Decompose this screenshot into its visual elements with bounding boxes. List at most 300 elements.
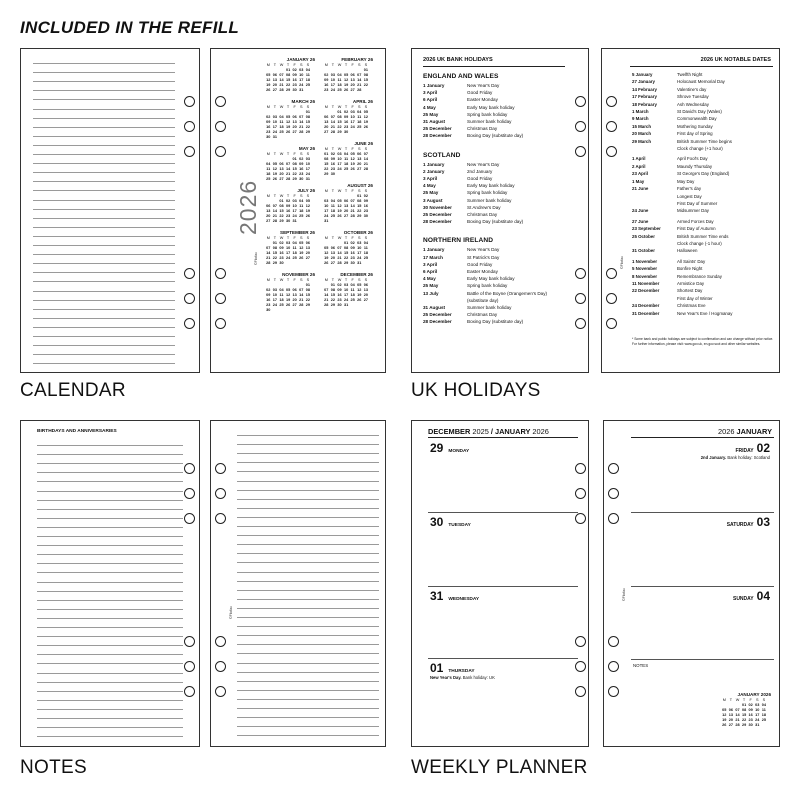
day-number: 24 <box>337 167 342 171</box>
ruled-line <box>237 544 379 545</box>
day-number: 03 <box>299 68 304 72</box>
day-number: 06 <box>350 73 355 77</box>
day-number: 30 <box>748 723 753 727</box>
day-number: 18 <box>337 83 342 87</box>
ruled-line <box>37 600 183 601</box>
day-number: 21 <box>363 162 368 166</box>
day-name: SUNDAY <box>732 596 754 602</box>
binder-hole <box>215 318 226 329</box>
notable-date: 22 December <box>632 288 660 294</box>
day-number: 11 <box>279 120 284 124</box>
day-number: 11 <box>305 73 310 77</box>
weekday-label: S <box>299 105 303 109</box>
ruled-line <box>37 700 183 701</box>
holiday-name: Summer bank holiday <box>467 197 512 203</box>
holiday-row <box>423 118 573 125</box>
day-block <box>430 661 580 680</box>
day-number: 14 <box>299 293 304 297</box>
day-number: 19 <box>299 251 304 255</box>
day-number: 15 <box>357 204 362 208</box>
ruled-line <box>237 590 379 591</box>
day-number: 30 <box>299 177 304 181</box>
holiday-date: 3 April <box>423 90 438 96</box>
weekday-label: S <box>357 278 361 282</box>
day-number: 12 <box>363 115 368 119</box>
day-number: 29 <box>324 172 329 176</box>
day-number: 12 <box>266 78 271 82</box>
notable-date <box>632 145 677 152</box>
binder-hole <box>184 488 195 499</box>
holiday-row <box>423 246 573 253</box>
ruled-line <box>37 509 183 510</box>
ruled-line <box>237 581 379 582</box>
day-number: 19 <box>343 83 349 87</box>
notable-date: 20 March <box>632 131 652 137</box>
day-number: 24 <box>292 214 297 218</box>
binder-hole <box>608 661 619 672</box>
holiday-date: 25 May <box>423 111 439 117</box>
calendar-month <box>265 99 315 140</box>
day-note <box>430 675 580 680</box>
day-number: 07 <box>357 73 362 77</box>
holiday-row <box>423 175 573 182</box>
day-number: 28 <box>357 88 362 92</box>
notable-name: Commonwealth Day <box>677 116 717 122</box>
notable-row <box>632 145 777 152</box>
weekday-label: S <box>357 105 361 109</box>
day-number: 07 <box>285 162 291 166</box>
binder-hole <box>575 488 586 499</box>
day-header <box>430 589 580 603</box>
ruled-line <box>33 354 175 355</box>
ruled-line <box>237 535 379 536</box>
year-2026: 2026 <box>718 427 735 436</box>
holiday-name: Easter Monday <box>467 97 498 103</box>
day-number: 02 <box>285 199 291 203</box>
holiday-row <box>423 104 573 111</box>
ruled-line <box>33 200 175 201</box>
holiday-section <box>423 152 573 226</box>
day-number: 24 <box>324 214 329 218</box>
day-number: 15 <box>305 120 310 124</box>
notable-row <box>632 108 777 115</box>
day-number: 17 <box>337 162 342 166</box>
day-number: 25 <box>357 125 362 129</box>
weekday-label: S <box>357 189 361 193</box>
notable-date: 24 June <box>632 208 649 214</box>
weekday-label: T <box>344 189 348 193</box>
day-number: 26 <box>285 303 291 307</box>
notable-name: First day of Winter <box>677 295 713 301</box>
day-number: 25 <box>292 256 297 260</box>
day-number: 08 <box>741 708 747 712</box>
day-number: 27 <box>266 219 271 223</box>
day-grid <box>265 110 315 140</box>
ruled-line <box>33 291 175 292</box>
weekday-label: W <box>337 236 342 240</box>
holiday-name: Christmas Day <box>467 212 498 218</box>
day-number: 02 <box>299 157 304 161</box>
day-block <box>630 441 770 460</box>
day-number: 30 <box>266 308 271 312</box>
ruled-line <box>237 653 379 654</box>
ruled-line <box>33 209 175 210</box>
day-divider <box>631 512 774 513</box>
binder-hole <box>606 293 617 304</box>
notable-name: First Day of Summer <box>677 200 718 206</box>
day-number: 18 <box>279 125 284 129</box>
weekday-label: T <box>286 278 290 282</box>
day-number: 21 <box>279 83 284 87</box>
weekday-label: M <box>266 236 270 240</box>
day-header <box>630 441 770 455</box>
ruled-line <box>237 517 379 518</box>
notable-row <box>632 225 777 232</box>
day-divider <box>428 586 578 587</box>
notable-dates-footnote: * Some bank and public holidays are subject to confirmation and can change without prior notice. For further information, please visit: www.gov.uk, en.gov.scot and other similar websites. <box>632 337 774 346</box>
weekday-label: S <box>357 147 361 151</box>
day-number: 22 <box>305 125 310 129</box>
day-number: 23 <box>343 125 349 129</box>
binder-hole <box>184 636 195 647</box>
day-number: 07 <box>299 288 304 292</box>
day-number: 11 <box>344 157 349 161</box>
notable-date: 27 June <box>632 218 649 224</box>
day-number: 29 <box>430 441 444 455</box>
ruled-line <box>237 617 379 618</box>
day-number: 24 <box>272 130 277 134</box>
ruled-line <box>37 727 183 728</box>
weekday-label: T <box>273 236 277 240</box>
ruled-line <box>37 691 183 692</box>
day-number: 20 <box>330 256 335 260</box>
day-header <box>430 515 580 529</box>
day-number: 20 <box>343 209 349 213</box>
ruled-line <box>237 562 379 563</box>
day-number: 21 <box>330 125 335 129</box>
day-number: 23 <box>363 209 368 213</box>
binder-hole <box>184 661 195 672</box>
notable-date: 1 April <box>632 156 646 162</box>
binder-hole <box>575 96 586 107</box>
notable-name: Holocaust Memorial Day <box>677 79 725 85</box>
day-number: 23 <box>350 256 355 260</box>
notable-name: First Day of Autumn <box>677 226 716 232</box>
notable-row <box>632 265 777 272</box>
day-number: 13 <box>728 713 733 717</box>
day-number: 11 <box>357 115 362 119</box>
notable-date: 23 September <box>632 226 661 232</box>
day-number: 18 <box>266 172 271 176</box>
ruled-line <box>237 708 379 709</box>
day-number: 22 <box>272 256 277 260</box>
day-number: 11 <box>337 78 342 82</box>
notable-name: April Fool's Day <box>677 156 708 162</box>
notable-date <box>632 200 677 207</box>
ruled-line <box>37 673 183 674</box>
day-number: 30 <box>279 261 284 265</box>
day-number: 22 <box>279 214 284 218</box>
day-number: 10 <box>292 204 297 208</box>
day-number: 26 <box>722 723 727 727</box>
notable-name: Remembrance Sunday <box>677 273 722 279</box>
day-number: 12 <box>343 78 349 82</box>
ruled-line <box>237 490 379 491</box>
day-number: 26 <box>272 177 277 181</box>
day-number: 14 <box>735 713 740 717</box>
day-number: 16 <box>748 713 753 717</box>
day-block <box>630 589 770 603</box>
day-number: 01 <box>305 283 310 287</box>
weekday-label: S <box>357 63 361 67</box>
notable-row <box>632 155 777 162</box>
holiday-row <box>423 125 573 132</box>
day-number: 10 <box>285 246 291 250</box>
day-number: 27 <box>292 303 297 307</box>
notable-name: Shrove Tuesday <box>677 94 709 100</box>
weekday-label: F <box>351 278 354 282</box>
day-number: 06 <box>305 241 310 245</box>
ruled-line <box>37 718 183 719</box>
day-number: 21 <box>299 125 304 129</box>
binder-hole <box>215 96 226 107</box>
day-number: 02 <box>279 241 284 245</box>
day-number: 16 <box>266 298 271 302</box>
day-number: 27 <box>363 298 368 302</box>
day-grid <box>323 68 373 93</box>
day-number: 30 <box>292 88 297 92</box>
holiday-name: New Year's Day <box>467 161 500 167</box>
day-number: 28 <box>363 167 368 171</box>
title-separator: / <box>488 427 495 436</box>
day-number: 02 <box>324 73 329 77</box>
day-number: 25 <box>337 88 342 92</box>
day-number: 01 <box>343 241 349 245</box>
day-number: 20 <box>357 162 362 166</box>
weekday-label: T <box>273 278 277 282</box>
title-rule <box>631 437 774 438</box>
weekday-label: W <box>279 194 284 198</box>
notable-row <box>632 207 777 214</box>
notable-row <box>632 101 777 108</box>
ruled-line <box>33 181 175 182</box>
day-number: 19 <box>285 298 291 302</box>
weekday-label: F <box>351 105 354 109</box>
calendar-month <box>265 146 315 182</box>
holiday-date: 1 January <box>423 83 445 88</box>
weekday-label: S <box>306 105 310 109</box>
notable-row <box>632 233 777 240</box>
day-number: 03 <box>337 152 342 156</box>
day-number: 30 <box>330 172 335 176</box>
day-number: 08 <box>285 73 291 77</box>
day-number: 28 <box>266 261 271 265</box>
weekday-label: S <box>762 698 766 702</box>
day-number: 26 <box>337 214 342 218</box>
day-number: 24 <box>755 718 760 722</box>
day-header <box>430 661 580 675</box>
notable-name: Shortest Day <box>677 288 703 294</box>
calendar-month <box>265 57 315 93</box>
day-number: 31 <box>357 261 362 265</box>
weekday-label: T <box>344 63 348 67</box>
notable-row <box>632 163 777 170</box>
section-title: SCOTLAND <box>423 151 461 159</box>
holiday-row <box>423 197 573 204</box>
holiday-name: Spring bank holiday <box>467 190 508 196</box>
bank-holidays-title: 2026 UK BANK HOLIDAYS <box>423 57 493 63</box>
notable-date: 25 October <box>632 233 655 239</box>
weekday-label: S <box>306 194 310 198</box>
weekday-label: S <box>364 278 368 282</box>
day-number: 13 <box>279 167 284 171</box>
day-number: 14 <box>266 251 271 255</box>
weekday-label: M <box>722 698 726 702</box>
day-number: 05 <box>305 199 310 203</box>
day-number: 19 <box>285 125 291 129</box>
ruled-line <box>37 518 183 519</box>
binder-hole <box>575 661 586 672</box>
holiday-name: Battle of the Boyne (Orangemen's Day) <box>467 290 548 296</box>
binder-hole <box>575 293 586 304</box>
binder-hole <box>215 661 226 672</box>
holiday-row <box>423 318 573 325</box>
weekday-label: M <box>266 105 270 109</box>
ruled-line <box>37 591 183 592</box>
day-number: 21 <box>324 298 329 302</box>
notable-name: Bonfire Night <box>677 266 703 272</box>
holiday-row <box>423 82 573 89</box>
weekday-label: S <box>299 152 303 156</box>
holiday-name: St Andrew's Day <box>467 204 501 210</box>
day-number: 20 <box>272 83 277 87</box>
day-number: 04 <box>279 115 284 119</box>
weekday-label: S <box>299 236 303 240</box>
day-number: 03 <box>755 703 760 707</box>
ruled-line <box>33 127 175 128</box>
month-title: NOVEMBER 26 <box>282 272 315 277</box>
weekday-label: F <box>351 147 354 151</box>
ruled-line <box>37 582 183 583</box>
holiday-row <box>423 254 573 261</box>
day-number: 14 <box>299 120 304 124</box>
binder-hole <box>215 488 226 499</box>
weekday-label: F <box>293 63 296 67</box>
ruled-line <box>37 636 183 637</box>
month-title: DECEMBER 26 <box>340 272 373 277</box>
day-number: 07 <box>350 199 355 203</box>
day-number: 10 <box>357 246 362 250</box>
day-number: 03 <box>330 73 335 77</box>
notes-lined-page-left <box>20 48 200 373</box>
holiday-date: 25 December <box>423 312 452 318</box>
day-number: 05 <box>266 73 271 77</box>
day-number: 11 <box>299 204 304 208</box>
ruled-line <box>237 453 379 454</box>
notable-name: St David's Day (Wales) <box>677 109 722 115</box>
day-number: 03 <box>272 288 277 292</box>
binder-hole <box>575 463 586 474</box>
day-number: 02 <box>756 441 770 455</box>
day-number: 09 <box>266 293 271 297</box>
day-number: 19 <box>350 162 355 166</box>
day-number: 05 <box>285 115 291 119</box>
holiday-date: 4 May <box>423 104 436 110</box>
ruled-line <box>37 618 183 619</box>
binder-hole <box>184 513 195 524</box>
notable-row <box>632 295 777 302</box>
day-number: 30 <box>363 214 368 218</box>
day-number: 02 <box>748 703 753 707</box>
day-number: 02 <box>266 115 271 119</box>
weekly-left-title <box>428 427 549 436</box>
holiday-date: 17 March <box>423 254 443 260</box>
day-block <box>630 515 770 529</box>
notable-date: 17 February <box>632 94 657 100</box>
ruled-line <box>33 145 175 146</box>
day-grid <box>265 68 315 93</box>
day-number: 16 <box>266 125 271 129</box>
notable-dates-page <box>601 48 780 373</box>
day-note-bold: New Year's Day. <box>430 675 462 680</box>
day-number: 07 <box>272 204 277 208</box>
notable-date: 8 November <box>632 273 658 279</box>
ruled-line <box>33 281 175 282</box>
notable-date: 31 December <box>632 310 660 316</box>
holiday-name: Boxing Day (substitute day) <box>467 133 524 139</box>
ruled-line <box>33 327 175 328</box>
weekday-label: F <box>351 236 354 240</box>
day-number: 16 <box>324 83 329 87</box>
day-number: 09 <box>285 204 291 208</box>
day-number: 04 <box>292 241 297 245</box>
day-number: 30 <box>337 303 342 307</box>
ruled-line <box>37 545 183 546</box>
day-number: 17 <box>330 83 335 87</box>
holiday-row <box>423 268 573 275</box>
calendar-column-right <box>323 57 373 314</box>
day-number: 11 <box>350 288 355 292</box>
calendar-month <box>323 230 373 266</box>
day-number: 23 <box>266 303 271 307</box>
holiday-date: 6 April <box>423 269 438 275</box>
binder-hole <box>215 686 226 697</box>
day-number: 22 <box>357 209 362 213</box>
binder-hole <box>184 146 195 157</box>
day-number: 24 <box>285 256 291 260</box>
holiday-date: 28 December <box>423 319 452 325</box>
day-number: 12 <box>305 204 310 208</box>
calendar-year-vertical: 2026 <box>235 179 261 235</box>
day-number: 26 <box>324 261 329 265</box>
day-divider <box>428 512 578 513</box>
day-number: 27 <box>728 723 733 727</box>
notable-name: Christmas Eve <box>677 303 706 309</box>
section-title: ENGLAND AND WALES <box>423 73 499 80</box>
ruled-line <box>33 318 175 319</box>
day-number: 03 <box>324 199 329 203</box>
notable-date: 2 April <box>632 163 646 169</box>
weekday-label: M <box>324 63 328 67</box>
binder-hole <box>575 121 586 132</box>
notable-row <box>632 273 777 280</box>
calendar-month <box>265 230 315 266</box>
month-title: FEBRUARY 26 <box>341 57 373 62</box>
day-number: 22 <box>741 718 747 722</box>
day-number: 23 <box>337 298 342 302</box>
ruled-line <box>237 599 379 600</box>
day-number: 14 <box>324 293 329 297</box>
